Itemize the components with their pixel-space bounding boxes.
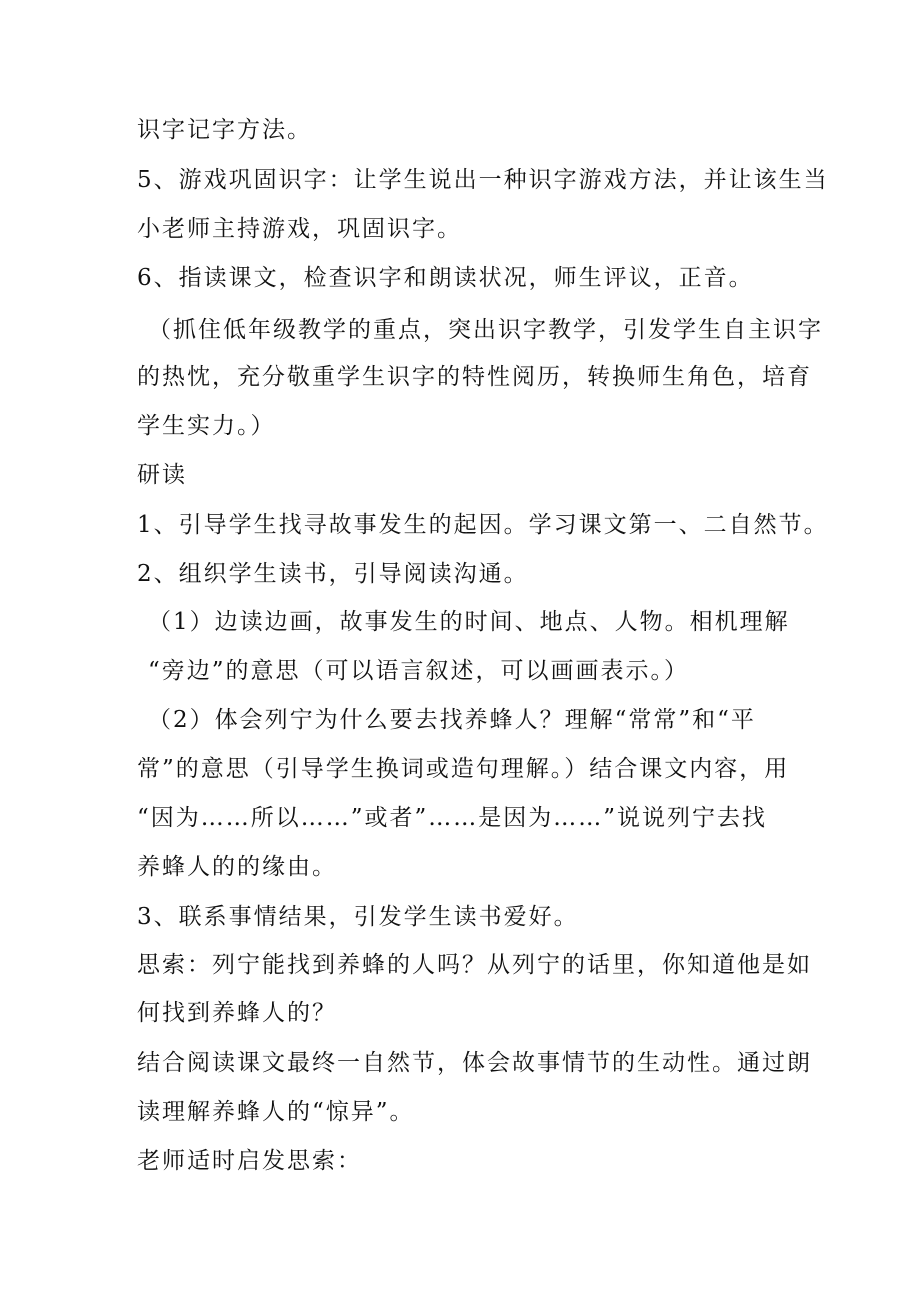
text-line: 何找到养蜂人的？ <box>137 1000 337 1026</box>
text-line: 识字记字方法。 <box>137 117 312 143</box>
text-line: 读理解养蜂人的“惊异”。 <box>137 1099 415 1125</box>
section-heading: 研读 <box>137 462 187 488</box>
text-line: 学生实力。） <box>137 413 276 439</box>
text-line: 6、指读课文，检查识字和朗读状况，师生评议，正音。 <box>137 265 754 291</box>
text-line: 1、引导学生找寻故事发生的起因。学习课文第一、二自然节。 <box>137 512 829 538</box>
text-line: 的热忱，充分敬重学生识字的特性阅历，转换师生角色，培育 <box>137 364 812 390</box>
text-line: 3、联系事情结果，引发学生读书爱好。 <box>137 904 579 930</box>
text-line: （抓住低年级教学的重点，突出识字教学，引发学生自主识字 <box>148 317 823 343</box>
text-line: （1）边读边画，故事发生的时间、地点、人物。相机理解 <box>148 609 790 635</box>
text-line: 结合阅读课文最终一自然节，体会故事情节的生动性。通过朗 <box>137 1050 812 1076</box>
text-line: 常”的意思（引导学生换词或造句理解。）结合课文内容，用 <box>137 756 790 782</box>
text-line: 小老师主持游戏，巩固识字。 <box>137 216 462 242</box>
text-line: 5、游戏巩固识字：让学生说出一种识字游戏方法，并让该生当 <box>137 167 829 193</box>
text-line: 养蜂人的的缘由。 <box>137 854 337 880</box>
text-line: “因为……所以……”或者”……是因为……”说说列宁去找 <box>137 805 768 831</box>
text-line: “旁边”的意思（可以语言叙述，可以画画表示。） <box>148 658 690 684</box>
text-line: 老师适时启发思索： <box>137 1148 362 1174</box>
text-line: 2、组织学生读书，引导阅读沟通。 <box>137 561 529 587</box>
text-line: （2）体会列宁为什么要去找养蜂人？理解“常常”和“平 <box>148 707 756 733</box>
text-line: 思索：列宁能找到养蜂的人吗？从列宁的话里，你知道他是如 <box>137 952 812 978</box>
